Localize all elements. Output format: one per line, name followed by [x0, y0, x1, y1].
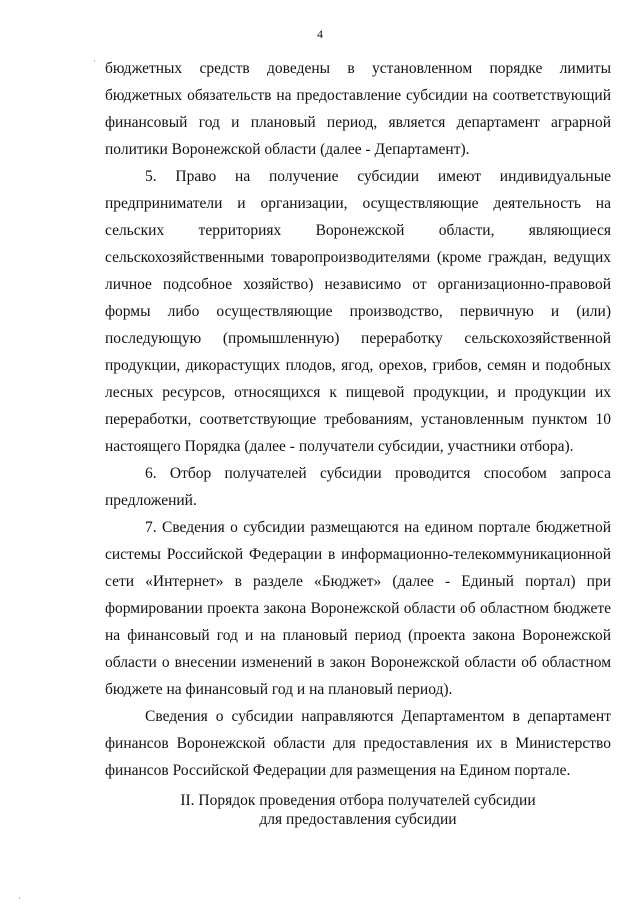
paragraph-continuation: бюджетных средств доведены в установленном порядке лимиты бюджетных обязательств на предоставление субсидии на соответствующий финансовый год и плановый период, является департамент аграрной политики Воронежской области (далее - Департамент).: [105, 60, 611, 158]
scan-mark-top: ·: [93, 56, 96, 66]
section-heading-line-2: для предоставления субсидии: [259, 811, 457, 828]
scan-mark-bottom: ·: [18, 893, 21, 903]
paragraph-7-continued: Сведения о субсидии направляются Департаментом в департамент финансов Воронежской области для предоставления их в Министерство финансов Российской Федерации для размещения на Едином портале.: [105, 708, 611, 779]
paragraph-6: 6. Отбор получателей субсидии проводится способом запроса предложений.: [105, 465, 611, 509]
paragraph-5: 5. Право на получение субсидии имеют индивидуальные предприниматели и организации, осуществляющие деятельность на сельских территориях Воронежской области, являющиеся сельскохозяйственными товаропроизводителями (кроме граждан, ведущих личное подсобное хозяйство) независимо от организационно-правовой формы либо осуществляющие производство, первичную и (или) последующую (промышленную) переработку сельскохозяйственной продукции, дикорастущих плодов, ягод, орехов, грибов, семян и подобных лесных ресурсов, относящихся к пищевой продукции, и продукции их переработки, соответствующие требованиям, установленным пунктом 10 настоящего Порядка (далее - получатели субсидии, участники отбора).: [105, 168, 611, 455]
section-heading: [105, 791, 611, 829]
section-heading-line-1: II. Порядок проведения отбора получателей субсидии: [180, 792, 536, 809]
page-number: 4: [317, 27, 323, 41]
paragraph-7: 7. Сведения о субсидии размещаются на едином портале бюджетной системы Российской Федерации в информационно-телекоммуникационной сети «Интернет» в разделе «Бюджет» (далее - Единый портал) при формировании проекта закона Воронежской области об областном бюджете на финансовый год и на плановый период (проекта закона Воронежской области о внесении изменений в закон Воронежской области об областном бюджете на финансовый год и на плановый период).: [105, 519, 611, 698]
document-body: [105, 55, 611, 784]
